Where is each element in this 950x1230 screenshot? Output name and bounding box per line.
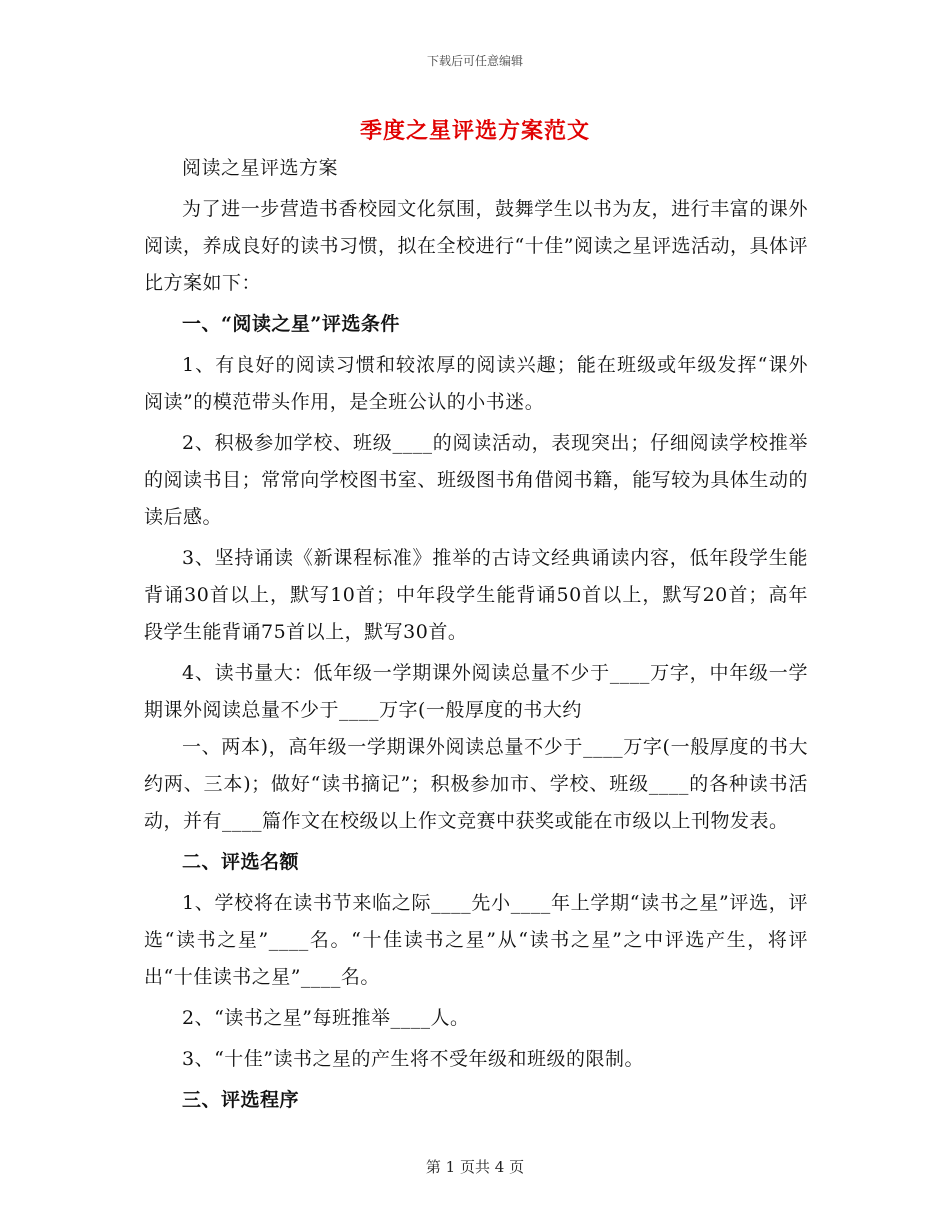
criteria-paragraph-4-continued: 一、两本)，高年级一学期课外阅读总量不少于____万字(一般厚度的书大约两、三本)；做好“读书摘记”；积极参加市、学校、班级____的各种读书活动，并有____篇作文在校级以上作文竞赛中获奖或能在市级以上刊物发表。: [144, 736, 808, 832]
quota-paragraph-1: 1、学校将在读书节来临之际____先小____年上学期“读书之星”评选，评选“读书之星”____名。“十佳读书之星”从“读书之星”之中评选产生，将评出“十佳读书之星”____名。: [144, 892, 808, 988]
criteria-paragraph-1: 1、有良好的阅读习惯和较浓厚的阅读兴趣；能在班级或年级发挥“课外阅读”的模范带头作用，是全班公认的小书迷。: [144, 354, 808, 413]
criteria-paragraph-2: 2、积极参加学校、班级____的阅读活动，表现突出；仔细阅读学校推举的阅读书目；常常向学校图书室、班级图书角借阅书籍，能写较为具体生动的读后感。: [144, 432, 808, 528]
page-header: 下载后可任意编辑: [426, 54, 523, 68]
quota-paragraph-3: 3、“十佳”读书之星的产生将不受年级和班级的限制。: [182, 1048, 645, 1070]
criteria-paragraph-3: 3、坚持诵读《新课程标准》推举的古诗文经典诵读内容，低年段学生能背诵30首以上，默写10首；中年段学生能背诵50首以上，默写20首；高年段学生能背诵75首以上，默写30首。: [144, 547, 808, 643]
intro-paragraph: 为了进一步营造书香校园文化氛围，鼓舞学生以书为友，进行丰富的课外阅读，养成良好的读书习惯，拟在全校进行“十佳”阅读之星评选活动，具体评比方案如下：: [144, 198, 808, 294]
criteria-paragraph-4: 4、读书量大：低年级一学期课外阅读总量不少于____万字，中年级一学期课外阅读总量不少于____万字(一般厚度的书大约: [144, 662, 808, 721]
section-heading-1: 一、“阅读之星”评选条件: [182, 313, 400, 335]
document-body: [144, 150, 808, 1119]
section-heading-3: 三、评选程序: [182, 1089, 300, 1111]
page-footer: 第 1 页共 4 页: [425, 1158, 525, 1176]
section-heading-2: 二、评选名额: [182, 851, 300, 873]
subtitle-paragraph: 阅读之星评选方案: [182, 157, 339, 179]
document-title: 季度之星评选方案范文: [359, 118, 590, 144]
quota-paragraph-2: 2、“读书之星”每班推举____人。: [182, 1007, 470, 1029]
